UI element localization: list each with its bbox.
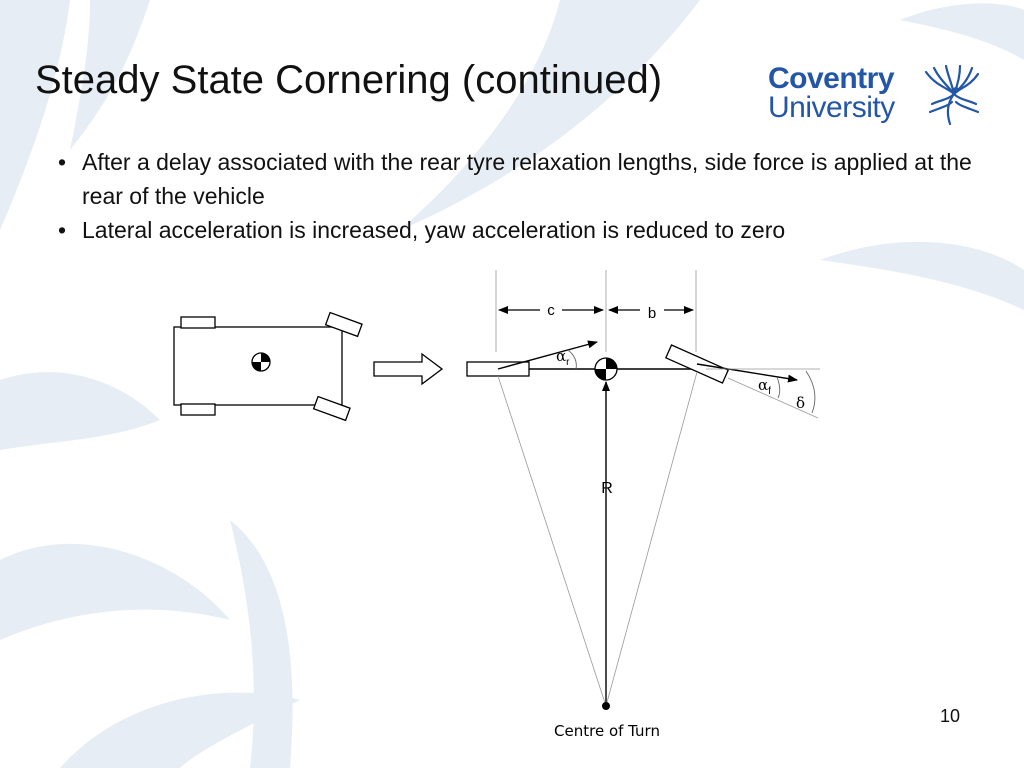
alpha-f-subscript: f (768, 386, 771, 397)
alpha-symbol: α (758, 376, 769, 394)
rear-velocity-vector (498, 342, 597, 369)
logo-line-1: Coventry (768, 62, 895, 95)
rear-right-wheel (181, 404, 215, 415)
label-delta: δ (796, 394, 806, 412)
rear-left-wheel (181, 317, 215, 328)
centre-of-turn-point (602, 702, 610, 710)
page-number: 10 (940, 706, 961, 726)
bicycle-model (467, 270, 820, 706)
slide-title: Steady State Cornering (continued) (35, 58, 663, 102)
alpha-f-angle-arc (777, 377, 780, 398)
label-radius: R (601, 480, 613, 497)
alpha-symbol: α (556, 347, 567, 365)
label-alpha-f (758, 376, 771, 397)
delta-angle-arc (806, 371, 815, 413)
block-arrow-icon (374, 354, 442, 384)
bullet-item: • Lateral acceleration is increased, yaw acceleration is reduced to zero (58, 213, 978, 247)
logo-line-2: University (768, 91, 895, 124)
label-centre-of-turn: Centre of Turn (554, 722, 660, 740)
bullet-item: • After a delay associated with the rear tyre relaxation lengths, side force is applied at the rear of the vehicle (58, 145, 978, 213)
label-c: c (547, 302, 555, 319)
alpha-r-subscript: r (566, 357, 570, 368)
centre-of-gravity-icon (595, 358, 617, 380)
label-b: b (647, 305, 657, 322)
rear-instant-line (498, 376, 606, 706)
centre-of-gravity-icon (252, 353, 270, 371)
front-instant-line (606, 372, 697, 706)
